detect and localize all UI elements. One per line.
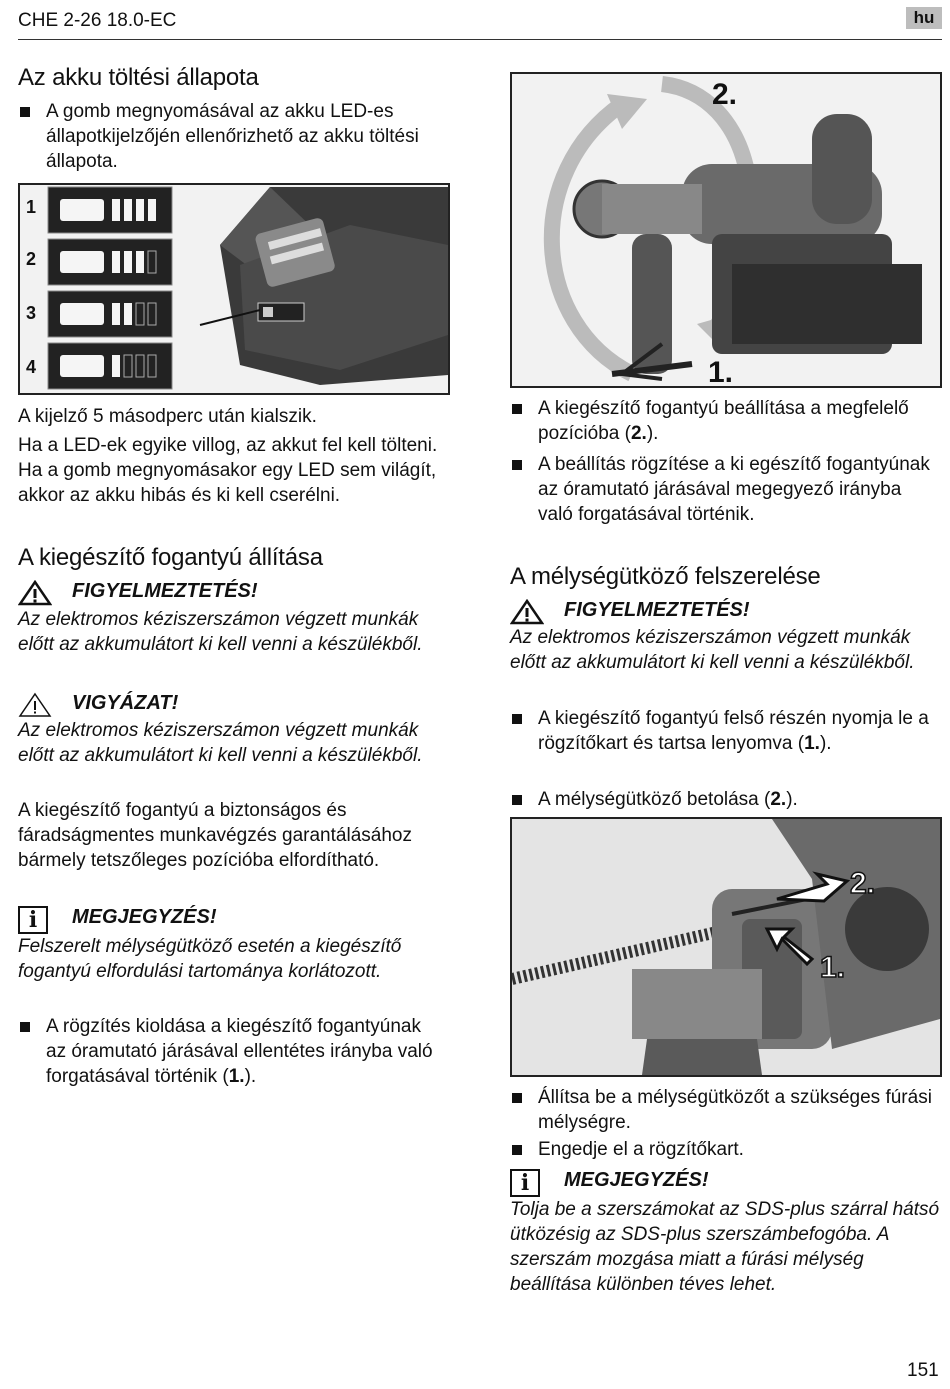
depth-stop-figure [510,817,942,1077]
led-row-4-number: 4 [26,357,37,377]
info-icon: i [510,1169,540,1197]
bullet-adjust-position: A kiegészítő fogantyú beállítása a megfelelő pozícióba (2.). [510,396,942,446]
bullet-square-icon [20,1022,30,1032]
handle-rotation-text: A kiegészítő fogantyú a biztonságos és fáradságmentes munkavégzés garantálásához bármely tetszőleges pozícióba elfordítható. [18,800,412,871]
bullet-charge-check: A gomb megnyomásával az akku LED-es állapotkijelzőjén ellenőrizhető az akku töltési állapota. [18,99,458,174]
caution-text: Az elektromos kéziszerszámon végzett munkák előtt az akkumulátort ki kell venni a készülékből. [18,720,423,766]
bullet-press-lever: A kiegészítő fogantyú felső részén nyomja le a rögzítőkart és tartsa lenyomva (1.). [510,706,942,756]
section-title-depth-stop: A mélységütköző felszerelése [510,563,821,590]
bullet-square-icon [20,107,30,117]
led-blink-text: Ha a LED-ek egyike villog, az akkut fel kell tölteni. Ha a gomb megnyomásakor egy LED sem világít, akkor az akku hibás és ki kell cserélni. [18,435,438,506]
bullet-square-icon [512,795,522,805]
fig2-step-2-label: 2. [712,78,738,111]
led-panels [48,187,172,389]
warning-text-2: Az elektromos kéziszerszámon végzett munkák előtt az akkumulátort ki kell venni a készülékből. [510,627,915,673]
section-title-charge-state: Az akku töltési állapota [18,64,259,91]
fig3-step-2-label: 2. [850,867,876,900]
fig2-step-1-label: 1. [708,356,734,388]
section-title-aux-handle: A kiegészítő fogantyú állítása [18,544,323,571]
note-text-1: Felszerelt mélységütköző esetén a kiegészítő fogantyú elfordulási tartománya korlátozott. [18,936,402,982]
fig3-step-1-label: 1. [820,951,846,984]
bullet-release-lever: Engedje el a rögzítőkart. [510,1137,942,1162]
bullet-release: A rögzítés kioldása a kiegészítő fogantyúnak az óramutató járásával ellentétes irányba való forgatásával történik (1.). [18,1014,438,1089]
bullet-square-icon [512,1093,522,1103]
warning-text-1: Az elektromos kéziszerszámon végzett munkák előtt az akkumulátort ki kell venni a készülékből. [18,609,423,655]
bullet-square-icon [512,1145,522,1155]
bullet-insert-depth-stop: A mélységütköző betolása (2.). [510,787,942,812]
bullet-lock-handle: A beállítás rögzítése a ki egészítő fogantyúnak az óramutató járásával megegyező irányba való forgatásával történik. [510,452,940,527]
warning-triangle-icon [510,599,544,625]
info-icon: i [18,906,48,934]
led-row-2-number: 2 [26,249,37,269]
bullet-square-icon [512,714,522,724]
note-text-2: Tolja be a szerszámokat az SDS-plus szárral hátsó ütközésig az SDS-plus szerszámbefogóba. A szerszám mozgása miatt a fúrási mélység beállítása különben téves lehet. [510,1199,940,1295]
page-number: 151 [907,1360,939,1381]
led-row-3-number: 3 [26,303,37,323]
header-model: CHE 2-26 18.0-EC [18,10,177,31]
led-row-1-number: 1 [26,197,37,217]
warning-triangle-icon [18,580,52,606]
bullet-set-depth: Állítsa be a mélységütközőt a szükséges fúrási mélységre. [510,1085,942,1135]
battery-led-figure [18,183,450,395]
display-off-text: A kijelző 5 másodperc után kialszik. [18,406,317,427]
header-divider [18,39,942,40]
caution-triangle-icon [18,692,52,718]
bullet-square-icon [512,460,522,470]
language-badge: hu [906,7,942,29]
bullet-square-icon [512,404,522,414]
aux-handle-rotation-figure [510,72,942,388]
